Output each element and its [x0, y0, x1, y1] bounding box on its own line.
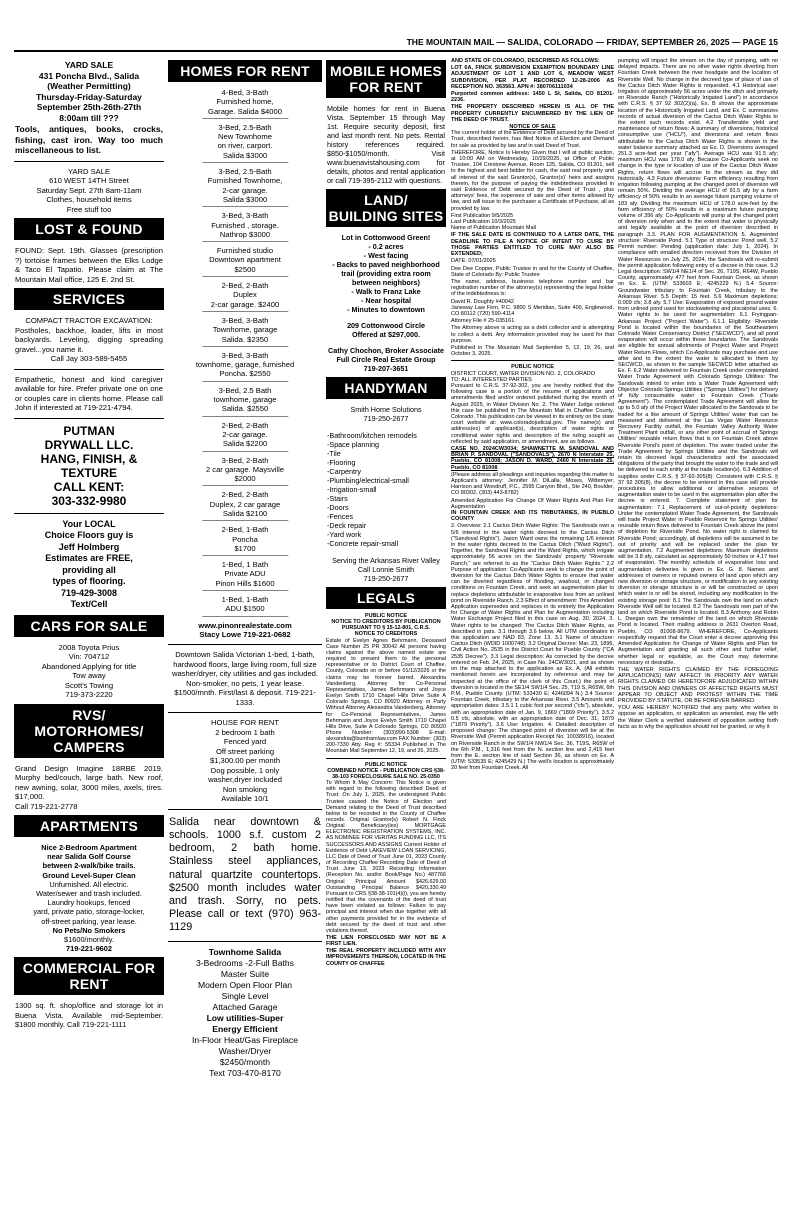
ad-line: Master Suite: [220, 968, 270, 979]
notice-body: pumping will impact the stream on the day of pumping, with no delayed impacts. There are no other water rights diverting from Fountain Creek between the river headgate and the location of Riverside Well. No change in the decreed type of place of use of the Cactus Ditch Water Rights is requested. 4.1 Historical use: Irrigation of approximately 56 acres under the ditch and primarily on Riverside Ranch ("Historically Irrigated Land") in accordance with C.R.S. § 37 92 302(2)(a), Ex. B shows the approximate location of the Historically Irrigated Land, and Ex. C summarizes records of actual diversion of the Cactus Ditch Water Rights to the extent such records exist. 4.2 Transferable yield and maintenance of return flows: A summary of diversions, historical consumptive use ("HCU"), and diversions and return flows attributable to the Cactus Ditch Water Rights is shown in the water balance summary attached as Ex. D. Diversions averaged 251.3 acre-feet per year ("afy"). Average HCU was 91.5 afy; maximum HCU was 178.0 afy. Because Co-Applicants seek no change in the type or location of use of the Cactus Ditch Water Rights, return flows will accrue to the stream as they did historically. 4.3 Future diversions: Farm efficiency resulting from irrigation following pumping at the changed point of diversion will remain 50%. Dividing the average HCU of 91.5 afy by a farm efficiency of 50% results in an average future pumping volume of 183 afy. Dividing the maximum HCU of 178.0 acre-feet by the farm efficiency of 50% results in a maximum future pumping volume of 356 afy. Co-Applicants will pump at the changed point of diversion only when and to the extent that water is physically and legally available at the point of diversion described in paragraph 3.3. PLAN FOR AUGMENTATION 5. Augmented structure: Riverside Pond. 5.1 Type of structure: Pond well. 5.2 Permit number: Pending (application date: July 1, 2024). In compliance with emailed direction received from the Division of Water Resources on July 25, 2024, the Sandovals will re-submit the permit application following entry of a decree in this case. 5.3 Legal description: SW1/4 NE1/4 of Sec. 26, T19S, R64W, Pueblo County, approximately 477 feet from Fountain Creek, as shown on Ex. E. (UTM: 533603 E; 4245229 N.) 5.4 Source: Groundwater tributary to Fountain Creek, tributary to the Arkansas River. 5.5 Depth: 15 feet. 5.6 Maximum depletions: 0.009 cfs; 3.8 afy. 5.7 Use: Evaporation of exposed ground water from unlined pond used for stockwatering and piscatorial uses. 6. Water rights to be used for augmentation: 6.1 Fryingpan-Arkansas Project ("Project Water"). 6.1.1 Eligibility: Riverside Pond is located within the boundaries of the Southeastern Colorado Water Conservancy District ("SECWCD"), and all pond evaporation will occur within those boundaries. The Sandovals are eligible for annual allotments of Project Water and Project Water Return Flows, which Co-Applicants may purchase and use after and to the extent the water is allocated to them by SECWCD, as shown in the sample SECWCD letter attached as Ex. F. 6.2 Water delivered to Fountain Creek under contemplated Water Trade Agreement with Colorado Springs Utilities: The Sandovals intend to enter into a Water Trade Agreement with Objector Colorado Springs Utilities ("Springs Utilities") for delivery of fully consumable water to Fountain Creek ("Trade Agreement"). The contemplated Trade Agreement will allow for up to 5.0 afy of the Project Water allocated to the Sandovals to be traded for a like amount of Springs Utilities' water that can be measured and delivered at the Las Vegas Water Resource Recovery Facility outfall, the Fountain Valley Authority Water Treatment Plant outfall, or any other point of accrual of Springs Utilities' reusable return flows that is on Fountain Creek above Riverside Pond's point of depletion. The water traded under the Trade Agreement by Springs Utilities and the Sandovals will retain its decreed legal characteristics and the associated obligations of the party that brought the water to the trade and will be delivered to each entity at the trade location(s). 6.3 Addition of supplies under C.R.S. § 37-92-305(8): Consistent with C.R.S. § 37 92 305(8), the decree to be entered in this case will provide procedures to allow additional or alternative sources of augmentation water to be used in the augmentation plan after the decree is entered. 7. Complete statement of plan for augmentation: 7.1 Replacement of out-of-priority depletions: Under the contemplated Water Trade Agreement, the Sandovals will trade Project Water in Pueblo Reservoir for Springs Utilities' reusable return flows delivered to Fountain Creek above the point of depletion for Riverside Pond. No water right is claimed for Riverside Pond; accordingly, all depletions will be assumed to be out of priority and will be replaced under the plan for augmentation. 7.2 Augmented depletions: Maximum depletions will be 3.8 afy, calculated as approximately 50 inches or 4.17 feet of evaporation. The monthly schedule of evaporative loss and augmentation deliveries is given in Ex. G. 8. Names and addresses of owners or reputed owners of land upon which any new diversion or storage structure, or modification to any existing diversion or storage structure is or will be constructed or upon which water is or will be stored, including any modification to the existing storage pool: 8.1 The Sandovals own the land on which Riverside Well will be located. 8.2 The Sandovals own part of the land on which Riverside Pond is located. 8.3 Anthony and Robin L. Deegan own the remainder of the land on which Riverside Pond is located. Their mailing address is 2631 Overton Road, Pueblo, CO 81008-9679. WHEREFORE, Co-Applicants respectfully request that the Court enter a decree approving this Amended Application for Change of Water Rights and Plan for Augmentation and granting all such other and further relief, whether legal or equitable, as the Court may determine necessary or desirable.: [618, 58, 778, 666]
notice-line: DISTRICT COURT, WATER DIVISION NO. 2, COLORADO: [451, 370, 596, 377]
section-heading-land: LAND/ BUILDING SITES: [326, 189, 446, 227]
notice-subtitle: NOTICE TO CREDITORS: [354, 631, 418, 638]
listing-item: [169, 167, 321, 204]
ad-line: Energy Efficient: [212, 1023, 278, 1034]
listing-item: [169, 123, 321, 160]
yard-sale-ad-1: [14, 58, 164, 158]
listing-line: townhome, garage, furnished: [195, 360, 295, 370]
commercial-ad: 1300 sq. ft. shop/office and storage lot in Buena Vista. Available mid-September. $1800 monthly. Call 719-221-1111: [15, 1001, 163, 1029]
listing-item: [169, 456, 321, 484]
listing-item: [169, 595, 321, 614]
ad-phone: 719-250-2677: [363, 574, 409, 583]
listing-line: Pinon Hills $1600: [215, 578, 275, 588]
listing-item: [169, 560, 321, 588]
divider: [168, 644, 322, 645]
listing-line: 2-car garage.: [222, 429, 268, 439]
ad-line: Nice 2-Bedroom Apartment: [41, 843, 137, 852]
ad-line: TEXTURE: [60, 465, 117, 480]
ad-line: 431 Poncha Blvd., Salida: [38, 70, 140, 81]
foreclosure-notice-continued: [451, 58, 614, 357]
notice-body: (Please address all pleadings and inquiries regarding this matter to Applicant's attorney: Jennifer M. DiLalla, Moses, Wittemyer, Harrison and Woodruff, P.C., 2595 Canyon Blvd., Ste 240, Boulder, CO 80302, (303) 443-8782): [451, 471, 614, 497]
drywall-ad: [14, 422, 164, 510]
ad-title: Lot in Cottonwood Green!: [341, 233, 431, 242]
victorian-ad: Downtown Salida Victorian 1-bed, 1-bath, hardwood floors, large living room, full size washer/dryer, city utilities and gas included. Non-smoker, no pets, 1 year lease. $1500/mnth. First/last & deposit. 719-221-1333.: [171, 650, 319, 707]
ad-line: HOUSE FOR RENT: [211, 718, 279, 728]
ad-line: off-street parking, year lease.: [41, 916, 137, 926]
divider: [168, 712, 322, 713]
ad-line: Ground Level-Super Clean: [42, 870, 136, 880]
listing-line: New Townhome: [218, 132, 272, 142]
column-1: [14, 58, 164, 1210]
service-item: -Bathroom/kitchen remodels: [327, 431, 417, 440]
handyman-ad: [326, 403, 446, 585]
listing-line: Furnished studio: [216, 246, 274, 256]
ad-phone: 719-207-3651: [363, 364, 409, 373]
page-header: THE MOUNTAIN MAIL — SALIDA, COLORADO — FRIDAY, SEPTEMBER 26, 2025 — PAGE 15: [14, 36, 778, 52]
notice-body: THEREFORE, Notice Is Hereby Given that I will at public auction, at 10:00 AM on Wednesday, 10/29/2025, at Office of Public Trustee, 104 Crestone Avenue, Room 125, Salida, CO 81201, sell to the highest and best bidder for cash, the said real property and all interest of the said Grantor(s), Grantor(s)' heirs and assigns therein, for the purpose of paying the indebtedness provided in said Evidence of Debt secured by the Deed of Trust , plus attorneys' fees, the expenses of sale and other items allowed by law, and will issue to the purchaser a Certificate of Purchase, all as provided by law.: [451, 149, 614, 212]
listing-line: Furnished home,: [216, 97, 274, 107]
ad-line: (Weather Permitting): [47, 81, 131, 91]
notice-line: First Publication 9/5/2025: [451, 212, 514, 219]
ad-phone: 719-221-9602: [65, 944, 113, 954]
website: www.pinonrealestate.com: [198, 620, 292, 630]
listing-line: Poncha. $2550: [219, 369, 271, 379]
listing-line: Garage. Salida $4000: [208, 106, 282, 116]
ad-line: Clothes, household items: [46, 195, 132, 204]
tilde-separator: ~~~~~~~~~~~~~~~~~~~~~~~~: [201, 518, 289, 526]
ad-line: Off street parking: [215, 746, 275, 756]
ad-line: Modern Open Floor Plan: [197, 979, 293, 990]
column-5: [618, 58, 778, 1210]
notice-body: Pursuant to C.R.S. 37-92-302, you are hereby notified that the following case is a portion of the resume of applications and amendments filed and/or ordered published during the month of August 2025, in Water Division No. 2. The Water Judge ordered this case be published in The Mountain Mail in Chaffee County, Colorado. This publication can be viewed in its entirety on the state court website at: www.coloradojudicial.gov. The name(s) and address(es) of applicant(s), description of water rights or conditional water rights and description of the ruling sought as reflected by said application, or amendment, are as follows.: [451, 382, 614, 445]
ad-line: Low utilities-Super: [206, 1012, 284, 1023]
listing-line: 2 car garage. Maysville: [205, 464, 285, 474]
notice-line: TO: ALL INTERESTED PARTIES: [451, 376, 532, 383]
ad-line: Laundry hookups, fenced: [47, 898, 131, 908]
ad-line: Jeff Holmberg: [58, 541, 120, 552]
tilde-separator: ~~~~~~~~~~~~~~~~~~~~~~~~: [201, 239, 289, 247]
ad-line: 610 WEST 14TH Street: [49, 176, 129, 185]
service-item: -Stairs: [327, 494, 348, 503]
notice-line: Attorney File # 25-035161: [451, 318, 515, 325]
apartment-ad: [14, 841, 164, 955]
ad-line: Available 10/1: [221, 794, 269, 804]
notice-title: PUBLIC NOTICE: [511, 364, 554, 371]
service-item: -Tile: [327, 449, 341, 458]
tilde-separator: ~~~~~~~~~~~~~~~~~~~~~~~~: [201, 448, 289, 456]
ad-line: Unfurnished. All electric.: [49, 879, 129, 889]
divider: [451, 360, 614, 361]
listing-item: [169, 281, 321, 309]
listing-item: [169, 316, 321, 344]
divider: [14, 369, 164, 370]
divider: [14, 418, 164, 419]
service-item: -Irrigation-small: [327, 485, 377, 494]
ad-line: Dog possible, 1 only: [210, 765, 280, 775]
notice-bold: LOT 6A, FINCK SUBDIVISION EXEMPTION BOUNDARY LINE ADJUSTMENT OF LOT 1 AND LOT 6, MEADOW WEST SUBDIVISION, PER PLAT RECORDED 12-28-2006 AS RECEPTION NO. 363563. APN #: 380706111034: [451, 65, 614, 90]
section-heading-homes: HOMES FOR RENT: [168, 60, 322, 82]
ad-phone: Call Jay 303-589-5455: [50, 354, 128, 363]
ad-line: In-Floor Heat/Gas Fireplace: [191, 1034, 299, 1045]
ad-line: - Backs to paved neighborhood trail (providing extra room between neighbors): [332, 260, 440, 287]
foreclosure-notice: [326, 762, 446, 967]
notice-body: Estate of Evelyn Agnes Behrmann, Deceased Case Number 25 PR 30042 All persons having claims against the above named estate are required to present them to the personal representative or to District Court of Chaffee, County, Colorado on or before 01/12/2026 or the claims may be forever barred. Alexandria Vandenberg, Attorney for Co-Personal Representatives, James Behrmann and Joyce Evelyn Smith 1710 Chapel Hills Drive Suite A Colorado Springs, CO 80920 Attorney or Party Without Attorney Alexandria Vandenberg, Attorney for Co-Personal Representatives, James Behrmann and Joyce Evelyn Smith 1710 Chapel Hills Drive, Suite A Colorado Springs, CO 80920 Phone Number: (303)990-5308 E-mail: alexandria@burnhamlaw.com FAX Number: (303) 200-7330 Atty. Reg #: 55334 Published in The Mountain Mail September 12, 19, and 26, 2025.: [326, 637, 446, 755]
section-heading-apartments: APARTMENTS: [14, 815, 164, 837]
listing-line: $1700: [234, 543, 256, 553]
notice-body: Published in The Mountain Mail September 5, 12, 19, 26, and October 3, 2025.: [451, 344, 614, 358]
listing-line: 2-Bed, 2-Bath: [221, 490, 269, 500]
ad-title: Smith Home Solutions: [350, 405, 422, 414]
ad-phone: 303-332-9980: [51, 493, 127, 508]
land-ad: [326, 231, 446, 375]
lost-found-ad: FOUND: Sept. 19th. Glasses (prescription ?) tortoise frames between the Elks Lodge & Taco El Tapatio. Please claim at The Mountain Mail office, 125 E. 2nd St.: [15, 246, 163, 284]
section-heading-commercial: COMMERCIAL FOR RENT: [14, 957, 164, 995]
notice-bold: IN FOUNTAIN CREEK AND ITS TRIBUTARIES, IN PUEBLO COUNTY: [451, 510, 614, 523]
tilde-separator: ~~~~~~~~~~~~~~~~~~~~~~~~: [201, 274, 289, 282]
salida-ad: Salida near downtown & schools. 1000 s.f. custom 2 bedroom, 2 bath home. Stainless steel appliances, natural quartzite countertops. $2500 month includes water and trash. Sorry, no pets. Please call or text (970) 963-1129: [169, 815, 321, 934]
section-heading-mobile-homes: MOBILE HOMES FOR RENT: [326, 60, 446, 98]
listing-line: Private ADU: [224, 569, 266, 579]
ad-line: Single Level: [221, 990, 269, 1001]
tilde-separator: ~~~~~~~~~~~~~~~~~~~~~~~~: [201, 413, 289, 421]
notice-bold: AND STATE OF COLORADO, DESCRIBED AS FOLLOWS:: [451, 58, 600, 64]
water-court-notice-continued: [618, 58, 778, 730]
divider: [14, 161, 164, 162]
notice-line: Last Publication 10/3/2025: [451, 219, 516, 226]
divider: [168, 941, 322, 942]
notice-bold: THE LIEN FORECLOSED MAY NOT BE A FIRST LIEN.: [326, 934, 446, 948]
listing-line: 1-Bed, 1 Bath: [221, 560, 269, 570]
ad-line: washer,dryer included: [208, 775, 282, 785]
ad-line: Scott's Towing: [64, 680, 114, 690]
listing-item: [169, 525, 321, 553]
ad-line: Free stuff too: [66, 204, 112, 214]
ad-line: $2450/month: [219, 1056, 271, 1067]
tilde-separator: ~~~~~~~~~~~~~~~~~~~~~~~~: [201, 160, 289, 168]
ad-line: Attached Garage: [212, 1001, 278, 1012]
ad-phone: Call 719-221-2778: [15, 801, 78, 811]
ad-line: Saturday Sept. 27th 8am-11am: [36, 185, 142, 195]
listing-line: 1-Bed, 1-Bath: [221, 595, 269, 605]
notice-to-creditors: [326, 613, 446, 755]
listing-line: 2-Bed, 1-Bath: [221, 525, 269, 535]
notice-line: David R. Doughty #40042: [451, 298, 514, 305]
notice-body: Janeway Law Firm, P.C. 9800 S Meridian, Suite 400, Englewood, CO 80112 (720) 590-4114: [451, 304, 614, 317]
ad-line: - Minutes to downtown: [347, 305, 425, 314]
ad-line: yard, private patio, storage-locker,: [33, 907, 145, 917]
listing-item: [169, 386, 321, 414]
flooring-ad: [14, 517, 164, 613]
notice-body: The current holder of the Evidence of Debt secured by the Deed of Trust, described herein, has filed Notice of Election and Demand for sale as provided by law and in said Deed of Trust.: [451, 130, 614, 149]
ad-line: between 2-walk/bike trails.: [42, 861, 136, 871]
tilde-separator: ~~~~~~~~~~~~~~~~~~~~~~~~: [201, 588, 289, 596]
listing-line: 3-Bed, 2-Bath: [221, 455, 269, 465]
notice-title: PUBLIC NOTICE: [365, 613, 407, 619]
service-list: [327, 431, 445, 548]
house-ad: [168, 716, 322, 806]
listing-item: [169, 351, 321, 379]
notice-bold: CASE NO. 2024CW3034; SHAWNETTE M. SANDOVAL AND BRIAN P. SANDOVAL ("SANDOVALS"), 2670 N Interstate 25, Pueblo, CO 81008; JASON D. WARD, 2460 N Interstate 25, Pueblo, CO 81008: [451, 445, 614, 471]
ad-line: - 0.2 acres: [368, 242, 404, 251]
ad-body: Postholes, backhoe, loader, lifts in most backyards. Leveling, digging spreading gravel...you name it.: [15, 325, 163, 354]
notice-line: Name of Publication Mountain Mail: [451, 225, 536, 232]
ad-line: 8:00am till ???: [59, 112, 119, 123]
ad-body: Tools, antiques, books, crocks, fishing, cast iron. Way too much miscellaneous to list.: [15, 124, 163, 155]
listing-line: Salida. $2550: [221, 404, 269, 414]
notice-subtitle: COMBINED NOTICE - PUBLICATION CRS §38-38-103 FORECLOSURE SALE NO. 25-0350: [327, 767, 445, 780]
notice-body: The name, address, business telephone number and bar registration number of the attorney(s) representing the legal holder of the indebtedness is:: [451, 278, 614, 298]
notice-bold: Purported common address: 1450 L St, Salida, CO 81201-2236.: [451, 91, 614, 104]
ad-title: Townhome Salida: [208, 946, 282, 957]
ad-line: PUTMAN: [63, 423, 115, 438]
rv-ad: [14, 762, 164, 814]
listing-line: Townhome, garage: [212, 325, 278, 335]
ad-line: HANG, FINISH, &: [40, 451, 138, 466]
ad-body: Grand Design Imagine 18RBE 2019. Murphy bed/couch, large bath. New roof, new awning, solar, 3000 miles, axels, tires. $17,000.: [15, 763, 163, 801]
listing-line: Salida $2200: [222, 439, 268, 449]
ad-line: Cathy Chochon, Broker Associate: [328, 346, 444, 355]
listing-line: on river, carport.: [217, 141, 273, 151]
service-item: -Doors: [327, 503, 349, 512]
ad-line: Text/Cell: [70, 599, 108, 609]
listings: [169, 88, 321, 621]
listing-line: Duplex, 2 car garage: [209, 499, 281, 509]
cars-ad: [14, 641, 164, 702]
ad-phone: 719-373-2220: [65, 690, 113, 699]
listing-line: 3-Bed, 2.5-Bath: [218, 167, 272, 177]
listing-line: townhome, garage: [213, 395, 277, 405]
ad-line: - Walk to Franz Lake: [351, 287, 421, 296]
ad-line: Fenced yard: [223, 737, 267, 747]
tractor-ad: [14, 314, 164, 366]
divider: [14, 513, 164, 514]
divider: [168, 809, 322, 810]
listing-item: [169, 211, 321, 239]
notice-body: THE WATER RIGHTS CLAIMED BY THE FOREGOING APPLICATION(S) MAY AFFECT IN PRIORITY ANY WATER RIGHTS CLAIMED OR HERETOFORE ADJUDICATED WITHIN THIS DIVISION AND OWNERS OF AFFECTED RIGHTS MUST APPEAR TO OBJECT AND PROTEST WITHIN THE TIME PROVIDED BY STATUTE, OR BE FOREVER BARRED.: [618, 666, 778, 704]
listing-item: [169, 88, 321, 116]
listing-line: Nathrop $3000: [219, 229, 271, 239]
ad-line: DRYWALL LLC.: [44, 437, 134, 452]
listing-line: 3-Bed, 2.5 Bath: [218, 385, 272, 395]
column-4: [451, 58, 614, 1210]
listing-line: Furnished Townhome,: [207, 176, 283, 186]
service-item: -Deck repair: [327, 521, 367, 530]
tilde-separator: ~~~~~~~~~~~~~~~~~~~~~~~~: [201, 115, 289, 123]
notice-subtitle: NOTICE TO CREDITORS BY PUBLICATION PURSUANT TO § 15-12-801, C.R.S.: [331, 619, 441, 632]
pinon-listings: [168, 86, 322, 641]
listing-item: [169, 421, 321, 449]
service-item: -Yard work: [327, 530, 362, 539]
tilde-separator: ~~~~~~~~~~~~~~~~~~~~~~~~: [201, 483, 289, 491]
ad-line: Your LOCAL: [62, 518, 116, 529]
ad-phone: 719-429-3008: [60, 587, 118, 598]
ad-line: $1,300.00 per month: [209, 756, 281, 766]
ad-phone: 719-250-2677: [363, 414, 409, 423]
listing-line: 4-Bed, 3-Bath: [221, 88, 269, 97]
ad-line: CALL KENT:: [53, 479, 125, 494]
ad-line: - West facing: [363, 251, 409, 260]
listing-line: Poncha: [232, 534, 258, 544]
tilde-separator: ~~~~~~~~~~~~~~~~~~~~~~~~: [201, 343, 289, 351]
ad-line: Tow away: [72, 671, 106, 680]
tilde-separator: ~~~~~~~~~~~~~~~~~~~~~~~~: [201, 204, 289, 212]
listing-line: 2-Bed, 2-Bath: [221, 420, 269, 430]
ad-line: Vin: 704712: [68, 652, 110, 661]
tilde-separator: ~~~~~~~~~~~~~~~~~~~~~~~~: [201, 308, 289, 316]
service-item: -Fences: [327, 512, 353, 521]
section-heading-rvs: RVS/ MOTORHOMES/ CAMPERS: [14, 704, 164, 758]
ad-title: YARD SALE: [64, 60, 114, 70]
notice-body: 2. Overview: 2.1 Cactus Ditch Water Rights: The Sandovals own a 5/6 interest in the water rights decreed to the Cactus Ditch ("Sandoval Rights"). Jason Ward owns the remaining 1/6 interest in the water rights decreed to the Cactus Ditch ("Ward Rights"). Together, the Sandoval Rights and the Ward Rights, which irrigate approximately 56 acres on the Sandovals' property "Riverside Ranch," are referred to as the "Cactus Ditch Water Rights." 2.2 Purpose of application: Co-Applicants seek to change the point of diversion for the Cactus Ditch Water Rights to ensure that water can be diverted regardless of flooding, washout, or changed conditions on Fountain Creek, and seek an augmentation plan to replace depletions attributable to evaporative loss from an unlined pond on Riverside Ranch. 2.3 Effect of amendment: This Amended Application supersedes and replaces in its entirety the Application for Change of Water Rights and Plan for Augmentation including Water Exchange Project filed in this case on Aug. 30, 2024. 3. Water rights to be changed: The Cactus Ditch Water Rights, as described in pars. 3.1 through 3.6 below. All UTM coordinates in this application are NAD 83, Zone 13. 3.1 Name of structure: Cactus Ditch (WDID 1000748). 3.2 Original Decree: Mar. 23, 1896, Civil Action No. 2535 in the District Court for Pueblo County ("CA 2535 Decree"). 3.3 Legal description: As corrected by the decree entered on Feb. 24, 2025, in Case No. 24CW3021, and as shown on the map attached to the application as Ex. A, (All exhibits mentioned herein are incorporated by reference and may be inspected at the office of the clerk of this Court.) the point of diversion is located in the SE1/4 SW1/4 Sec. 25, T19 S, R65W, 6th P.M., Pueblo County. (UTM: 533430 E; 4246094 N.) 3.4 Source: Fountain Creek, tributary to the Arkansas River. 3.5 Amounts and appropriation dates: 3.5.1 1 cubic foot per second ("cfs"), absolute, with an appropriation date of Jan. 9, 1869 ("1869 Priority"). 3.5.2 0.5 cfs, absolute, with an appropriation date of Dec. 31, 1879 ("1879 Priority"). 3.6 Use: Irrigation. 4. Detailed description of proposed change: The changed point of diversion will be at the Riverside Well (Permit application Receipt No. 10038916), located on Riverside Ranch in the SW1/4 NW1/4 Sec. 36, T19S, R65W of the 6th P.M., 1,316 feet from the N. section line and 2,415 feet from the E. section line of said Section 36, as shown on Ex. A (UTM: 533535 E; 4245429 N.) The well's location is approximately 20 feet from Fountain Creek. All: [451, 523, 614, 772]
contact: Stacy Lowe 719-221-0682: [199, 629, 291, 639]
section-heading-handyman: HANDYMAN: [326, 377, 446, 399]
listing-line: ADU $1500: [225, 604, 265, 614]
notice-bold: THE REAL PROPERTY INCLUDED WITH ANY IMPROVEMENTS THEREON, LOCATED IN THE COUNTY OF CHAFFEE: [326, 948, 446, 967]
listing-line: 3-Bed, 3-Bath: [221, 211, 269, 221]
listing-line: 3-Bed, 3-Bath: [221, 315, 269, 325]
service-item: -Carpentry: [327, 467, 361, 476]
listing-line: Furnished , storage.: [211, 220, 279, 230]
service-item: -Flooring: [327, 458, 356, 467]
listing-line: 2-car garage. $2400: [210, 299, 280, 309]
divider: [326, 758, 446, 759]
column-2: [168, 58, 322, 1210]
ad-line: Serving the Arkansas River Valley: [332, 556, 440, 565]
tilde-separator: ~~~~~~~~~~~~~~~~~~~~~~~~: [201, 553, 289, 561]
listing-line: Salida $3000: [222, 194, 268, 204]
section-heading-legals: LEGALS: [326, 587, 446, 609]
section-heading-lost-found: LOST & FOUND: [14, 218, 164, 240]
service-item: -Space planning: [327, 440, 379, 449]
notice-body: To Whom It May Concern: This Notice is given with regard to the following described Deed of Trust: On July 1, 2025, the undersigned Public Trustee caused the Notice of Election and Demand relating to the Deed of Trust described below to be recorded in the County of Chaffee records. Original Grantor(s) Robert N. Finck Original Beneficiary(ies) MORTGAGE ELECTRONIC REGISTRATION SYSTEMS, INC. AS NOMINEE FOR VERITAS FUNDING LLC, ITS SUCCESSORS AND ASSIGNS Current Holder of Evidence of Debt LAKEVIEW LOAN SERVICING, LLC Date of Deed of Trust June 01, 2023 County of Recording Chaffee Recording Date of Deed of Trust June 13, 2023 Recording Information (Reception No. and/or Book/Page No.) 487766 Original Principal Amount $426,629.00 Outstanding Principal Balance $420,330.49 Pursuant to CRS §38-38-101(4)(i), you are hereby notified that the covenants of the deed of trust have been violated as follows: Failure to pay principal and interest when due together with all other payments provided for in the evidence of debt secured by the deed of trust and other violations thereof.: [326, 780, 446, 934]
ad-line: Estimates are FREE,: [45, 553, 133, 563]
ad-line: $1600/monthly.: [64, 935, 114, 945]
listing-line: Downtown apartment: [209, 255, 281, 265]
notice-bold: IF THE SALE DATE IS CONTINUED TO A LATER DATE, THE DEADLINE TO FILE A NOTICE OF INTENT TO CURE BY THOSE PARTIES ENTITLED TO CURE MAY ALSO BE EXTENDED;: [451, 232, 614, 258]
ad-line: types of flooring.: [52, 576, 126, 586]
notice-title: PUBLIC NOTICE: [365, 761, 407, 768]
townhome-ad: [168, 945, 322, 1081]
section-heading-services: SERVICES: [14, 288, 164, 310]
listing-line: 2-car garage.: [222, 185, 268, 195]
notice-line: DATE: 07/01/2025: [451, 258, 496, 265]
service-item: -Concrete repair-small: [327, 539, 399, 548]
ad-line: 2 bedroom 1 bath: [215, 727, 275, 737]
ad-line: Choice Floors guy is: [44, 530, 134, 540]
water-court-notice: [451, 364, 614, 771]
ad-line: Abandoned Applying for title: [41, 661, 137, 671]
caregiver-ad: Empathetic, honest and kind caregiver available for hire. Prefer private one on one or couples care in clients home. Please call John if interested at 719-221-4794.: [15, 374, 163, 412]
listing-line: 2-Bed, 2-Bath: [221, 281, 269, 291]
mobile-home-ad: Mobile homes for rent in Buena Vista. September 15 through May 1st. Require security deposit, first and last month rent. No pets. Rental history references required. $850-$1050/month. Visit www.buenavistahousing.com for details, photos and rental application or call 719-395-2112 with questions.: [327, 104, 445, 185]
ad-title: COMPACT TRACTOR EXCAVATION:: [25, 316, 153, 325]
ad-line: Call Lonnie Smith: [357, 565, 415, 574]
tilde-separator: ~~~~~~~~~~~~~~~~~~~~~~~~: [201, 613, 289, 621]
yard-sale-ad-2: [14, 165, 164, 217]
ad-line: 3-Bedrooms -2-Full Baths: [196, 957, 294, 968]
listing-line: Salida $2100: [222, 508, 268, 518]
notice-body: YOU ARE HEREBY NOTIFIED that any party who wishes to oppose an application, or application as amended, may file with the Water Clerk a verified statement of opposition setting forth facts as to why the application should not be granted, or why it: [618, 705, 778, 730]
notice-line: Amended Application For Change Of Water Rights And Plan For Augmentation: [451, 497, 614, 510]
service-item: -Plumbing/electrical-small: [327, 476, 409, 485]
section-heading-cars: CARS FOR SALE: [14, 615, 164, 637]
listing-line: $2000: [234, 474, 256, 484]
ad-line: Offered at $297,000.: [352, 330, 420, 339]
ad-line: Non smoking: [222, 784, 268, 794]
listing-line: Salida. $2350: [221, 334, 269, 344]
ad-line: Full Circle Real Estate Group: [336, 355, 436, 364]
listing-item: [169, 490, 321, 518]
notice-subtitle: NOTICE OF SALE: [509, 124, 556, 131]
ad-line: September 25th-26th-27th: [36, 102, 142, 112]
listing-line: Duplex: [233, 290, 257, 300]
ad-line: No Pets/No Smokers: [52, 925, 126, 935]
listing-item: [169, 246, 321, 274]
listing-line: 3-Bed, 3-Bath: [221, 350, 269, 360]
ad-phone: Text 703-470-8170: [209, 1067, 281, 1078]
ad-line: near Salida Golf Course: [47, 852, 131, 862]
ad-line: Water/sewer and trash included.: [36, 889, 142, 899]
ad-line: 209 Cottonwood Circle: [347, 321, 425, 330]
notice-bold: THE PROPERTY DESCRIBED HEREIN IS ALL OF THE PROPERTY CURRENTLY ENCUMBERED BY THE LIEN OF THE DEED OF TRUST.: [451, 104, 614, 123]
notice-body: The Attorney above is acting as a debt collector and is attempting to collect a debt. Any information provided may be used for that purpose.: [451, 325, 614, 344]
ad-line: - Near hospital: [361, 296, 411, 305]
ad-line: 2008 Toyota Prius: [58, 642, 120, 652]
listing-line: 3-Bed, 2.5-Bath: [218, 122, 272, 132]
notice-body: Dee Dee Copper, Public Trustee in and for the County of Chaffee, State of Colorado By: Public Trustee: [451, 265, 614, 278]
ad-line: Thursday-Friday-Saturday: [36, 91, 142, 102]
ad-title: YARD SALE: [67, 166, 111, 176]
listing-line: $2500: [234, 264, 256, 274]
ad-line: Washer/Dryer: [218, 1045, 272, 1056]
listing-line: Salida $3000: [222, 150, 268, 160]
column-3: [326, 58, 446, 1210]
tilde-separator: ~~~~~~~~~~~~~~~~~~~~~~~~: [201, 378, 289, 386]
ad-line: providing all: [62, 564, 116, 575]
